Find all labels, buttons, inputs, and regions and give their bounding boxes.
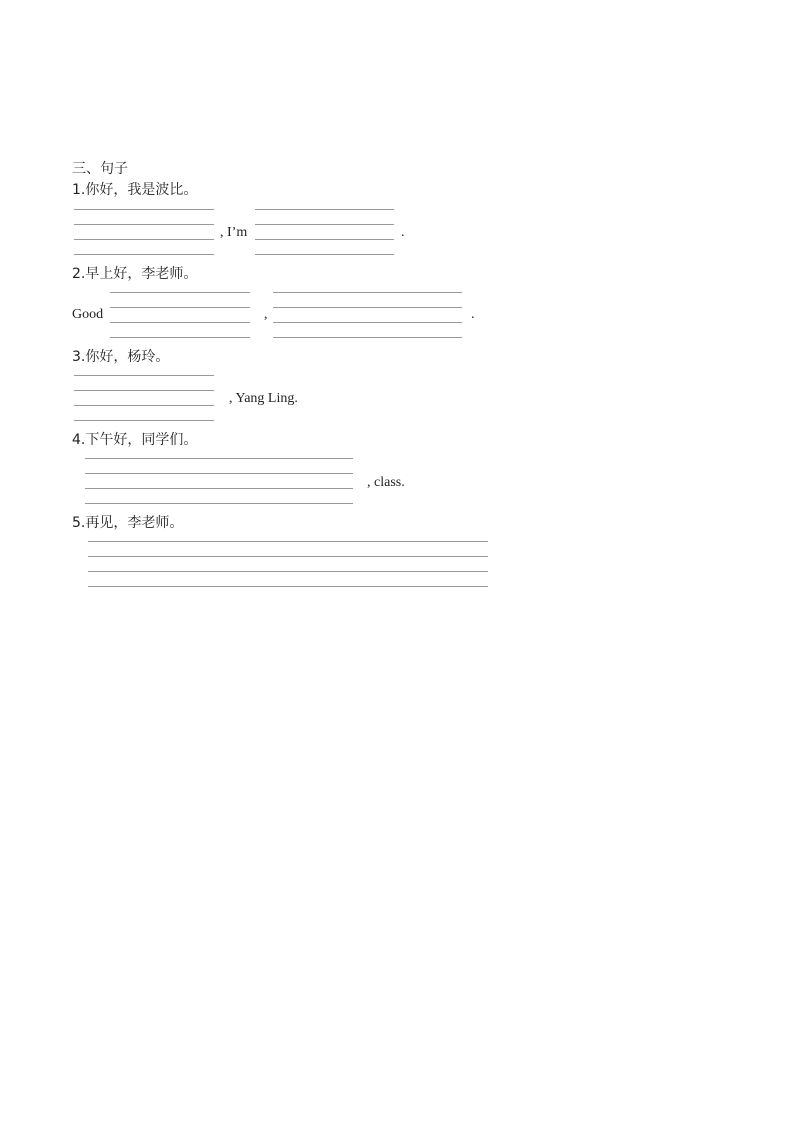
word-good: Good <box>72 307 104 322</box>
phrase-class: , class. <box>367 475 405 490</box>
answer-blank-2b[interactable] <box>273 292 462 338</box>
prompt-2: 2.早上好，李老师。 <box>72 266 198 282</box>
period-2: . <box>471 307 475 322</box>
prompt-5: 5.再见，李老师。 <box>72 515 184 531</box>
prompt-4: 4.下午好，同学们。 <box>72 432 198 448</box>
prompt-1: 1.你好，我是波比。 <box>72 182 198 198</box>
prompt-3: 3.你好，杨玲。 <box>72 349 170 365</box>
answer-blank-1a[interactable] <box>74 209 214 255</box>
answer-blank-4[interactable] <box>85 458 353 504</box>
answer-blank-2a[interactable] <box>110 292 250 338</box>
section-title: 三、句子 <box>72 161 128 177</box>
answer-blank-5[interactable] <box>88 541 488 587</box>
answer-blank-1b[interactable] <box>255 209 394 255</box>
phrase-im: , I’m <box>220 225 248 240</box>
answer-blank-3[interactable] <box>74 375 214 421</box>
phrase-yang-ling: , Yang Ling. <box>229 391 298 406</box>
period-1: . <box>401 225 405 240</box>
comma-2: , <box>264 307 268 322</box>
